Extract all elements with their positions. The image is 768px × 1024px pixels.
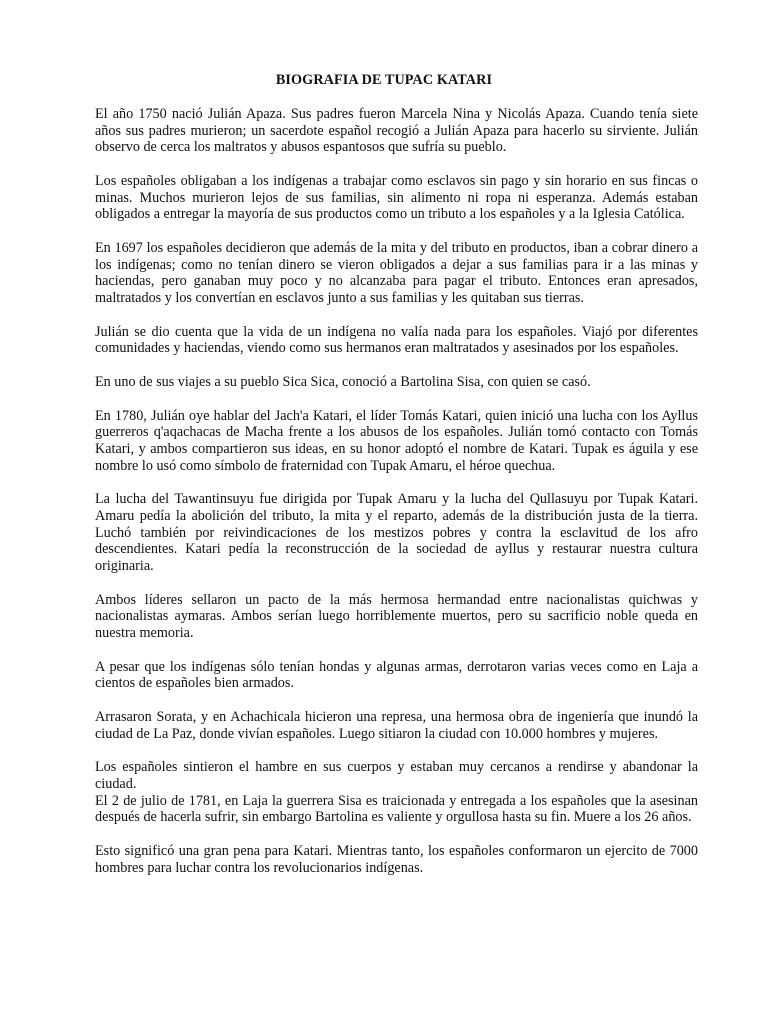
paragraph-13: Esto significó una gran pena para Katari. Mientras tanto, los españoles conformaron un ejercito de 7000 hombres para luchar contra los revolucionarios indígenas. <box>95 843 698 876</box>
paragraph-10: Arrasaron Sorata, y en Achachicala hicieron una represa, una hermosa obra de ingeniería que inundó la ciudad de La Paz, donde vivían españoles. Luego sitiaron la ciudad con 10.000 hombres y mujeres. <box>95 709 698 742</box>
paragraph-3: En 1697 los españoles decidieron que además de la mita y del tributo en productos, iban a cobrar dinero a los indígenas; como no tenían dinero se vieron obligados a dejar a sus familias para ir a las minas y haciendas, pero ganaban muy poco y no alcanzaba para pagar el tributo. Entonces eran apresados, maltratados y los convertían en esclavos junto a sus familias y les quitaban sus tierras. <box>95 240 698 307</box>
paragraph-4: Julián se dio cuenta que la vida de un indígena no valía nada para los españoles. Viajó por diferentes comunidades y haciendas, viendo como sus hermanos eran maltratados y asesinados por los españoles. <box>95 323 698 357</box>
document-title: BIOGRAFIA DE TUPAC KATARI <box>275 72 493 88</box>
paragraph-8: Ambos líderes sellaron un pacto de la más hermosa hermandad entre nacionalistas quichwas y nacionalistas aymaras. Ambos serían luego horriblemente muertos, pero su sacrificio noble queda en nuestra memoria. <box>95 591 698 642</box>
paragraph-1: El año 1750 nació Julián Apaza. Sus padres fueron Marcela Nina y Nicolás Apaza. Cuando tenía siete años sus padres murieron; un sacerdote español recogió a Julián Apaza para hacerlo su sirviente. Julián observo de cerca los maltratos y abusos espantosos que sufría su pueblo. <box>95 106 698 156</box>
paragraph-5: En uno de sus viajes a su pueblo Sica Sica, conoció a Bartolina Sisa, con quien se casó. <box>95 374 591 390</box>
paragraph-6: En 1780, Julián oye hablar del Jach'a Katari, el líder Tomás Katari, quien inició una lucha con los Ayllus guerreros q'aqachacas de Macha frente a los abusos de los españoles. Julián tomó contacto con Tomás Katari, y ambos compartieron sus ideas, en su honor adoptó el nombre de Katari. Tupak es águila y ese nombre lo usó como símbolo de fraternidad con Tupak Amaru, el héroe quechua. <box>95 407 698 474</box>
paragraph-7: La lucha del Tawantinsuyu fue dirigida por Tupak Amaru y la lucha del Qullasuyu por Tupak Katari. Amaru pedía la abolición del tributo, la mita y el reparto, además de la distribución justa de la tierra. Luchó también por reivindicaciones de los mestizos pobres y contra la esclavitud de los afro descendientes. Katari pedía la reconstrucción de la sociedad de ayllus y restaurar nuestra cultura originaria. <box>95 491 698 575</box>
paragraph-2: Los españoles obligaban a los indígenas a trabajar como esclavos sin pago y sin horario en sus fincas o minas. Muchos murieron lejos de sus familias, sin alimento ni ropa ni esperanza. Además estaban obligados a entregar la mayoría de sus productos como un tributo a los españoles y a la Iglesia Católica. <box>95 173 698 223</box>
paragraph-9: A pesar que los indígenas sólo tenían hondas y algunas armas, derrotaron varias veces como en Laja a cientos de españoles bien armados. <box>95 658 698 692</box>
document-body <box>95 106 698 893</box>
paragraph-11: Los españoles sintieron el hambre en sus cuerpos y estaban muy cercanos a rendirse y abandonar la ciudad. <box>95 759 698 792</box>
paragraph-12: El 2 de julio de 1781, en Laja la guerrera Sisa es traicionada y entregada a los españoles que la asesinan después de hacerla sufrir, sin embargo Bartolina es valiente y orgullosa hasta su fin. Muere a los 26 años. <box>95 792 698 826</box>
